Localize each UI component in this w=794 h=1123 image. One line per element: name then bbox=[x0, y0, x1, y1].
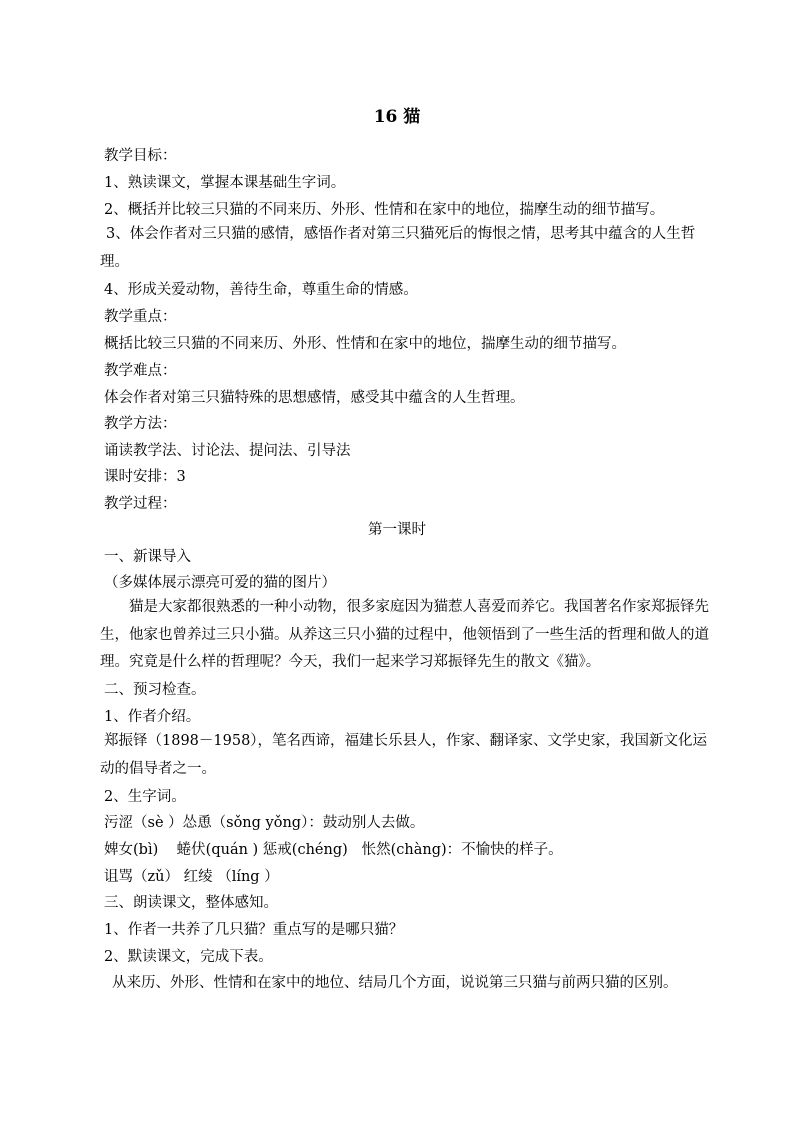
schedule: 课时安排：3 bbox=[104, 469, 186, 485]
method-text: 诵读教学法、讨论法、提问法、引导法 bbox=[104, 443, 351, 459]
goal-3: 3、体会作者对三只猫的感情，感悟作者对第三只猫死后的悔恨之情，思考其中蕴含的人生哲理。 bbox=[100, 226, 696, 270]
method-heading: 教学方法： bbox=[104, 416, 177, 432]
question-1: 1、作者一共养了几只猫？重点写的是哪只猫？ bbox=[104, 922, 404, 938]
difficulty-heading: 教学难点： bbox=[104, 363, 177, 379]
words-line-3: 诅骂（zǔ） 红绫 （líng ） bbox=[104, 869, 279, 885]
key-heading: 教学重点： bbox=[104, 309, 177, 325]
goal-1: 1、熟读课文，掌握本课基础生字词。 bbox=[104, 175, 346, 191]
words-item: 2、生字词。 bbox=[104, 789, 186, 805]
goals-heading: 教学目标： bbox=[104, 148, 177, 164]
section-3-heading: 三、朗读课文，整体感知。 bbox=[104, 895, 278, 911]
question-2: 2、默读课文，完成下表。 bbox=[104, 949, 273, 965]
goal-4: 4、形成关爱动物，善待生命，尊重生命的情感。 bbox=[104, 282, 418, 298]
author-paragraph: 郑振铎（1898－1958），笔名西谛，福建长乐县人，作家、翻译家、文学史家，我国新文化运动的倡导者之一。 bbox=[100, 733, 708, 777]
words-line-2: 婢女(bì) 蜷伏(quán ) 惩戒(chéng) 怅然(chàng)：不愉快的样子。 bbox=[104, 842, 563, 858]
section-1-note: （多媒体展示漂亮可爱的猫的图片） bbox=[104, 575, 336, 591]
goal-2: 2、概括并比较三只猫的不同来历、外形、性情和在家中的地位，揣摩生动的细节描写。 bbox=[104, 202, 665, 218]
author-item: 1、作者介绍。 bbox=[104, 709, 201, 725]
difficulty-text: 体会作者对第三只猫特殊的思想感情，感受其中蕴含的人生哲理。 bbox=[104, 390, 525, 406]
section-2-heading: 二、预习检查。 bbox=[104, 682, 206, 698]
key-text: 概括比较三只猫的不同来历、外形、性情和在家中的地位，揣摩生动的细节描写。 bbox=[104, 336, 626, 352]
question-2-detail: 从来历、外形、性情和在家中的地位、结局几个方面，说说第三只猫与前两只猫的区别。 bbox=[112, 975, 678, 991]
process-heading: 教学过程： bbox=[104, 496, 177, 512]
intro-paragraph: 猫是大家都很熟悉的一种小动物，很多家庭因为猫惹人喜爱而养它。我国著名作家郑振铎先生，他家也曾养过三只小猫。从养这三只小猫的过程中，他领悟到了一些生活的哲理和做人的道理。究竟是什么样的哲理呢？今天，我们一起来学习郑振铎先生的散文《猫》。 bbox=[100, 599, 709, 670]
page-title: 16 猫 bbox=[373, 107, 421, 127]
section-1-heading: 一、新课导入 bbox=[104, 549, 191, 565]
words-line-1: 污涩（sè ）怂恿（sǒng yǒng）：鼓动别人去做。 bbox=[104, 815, 425, 831]
lesson-heading: 第一课时 bbox=[368, 522, 426, 538]
